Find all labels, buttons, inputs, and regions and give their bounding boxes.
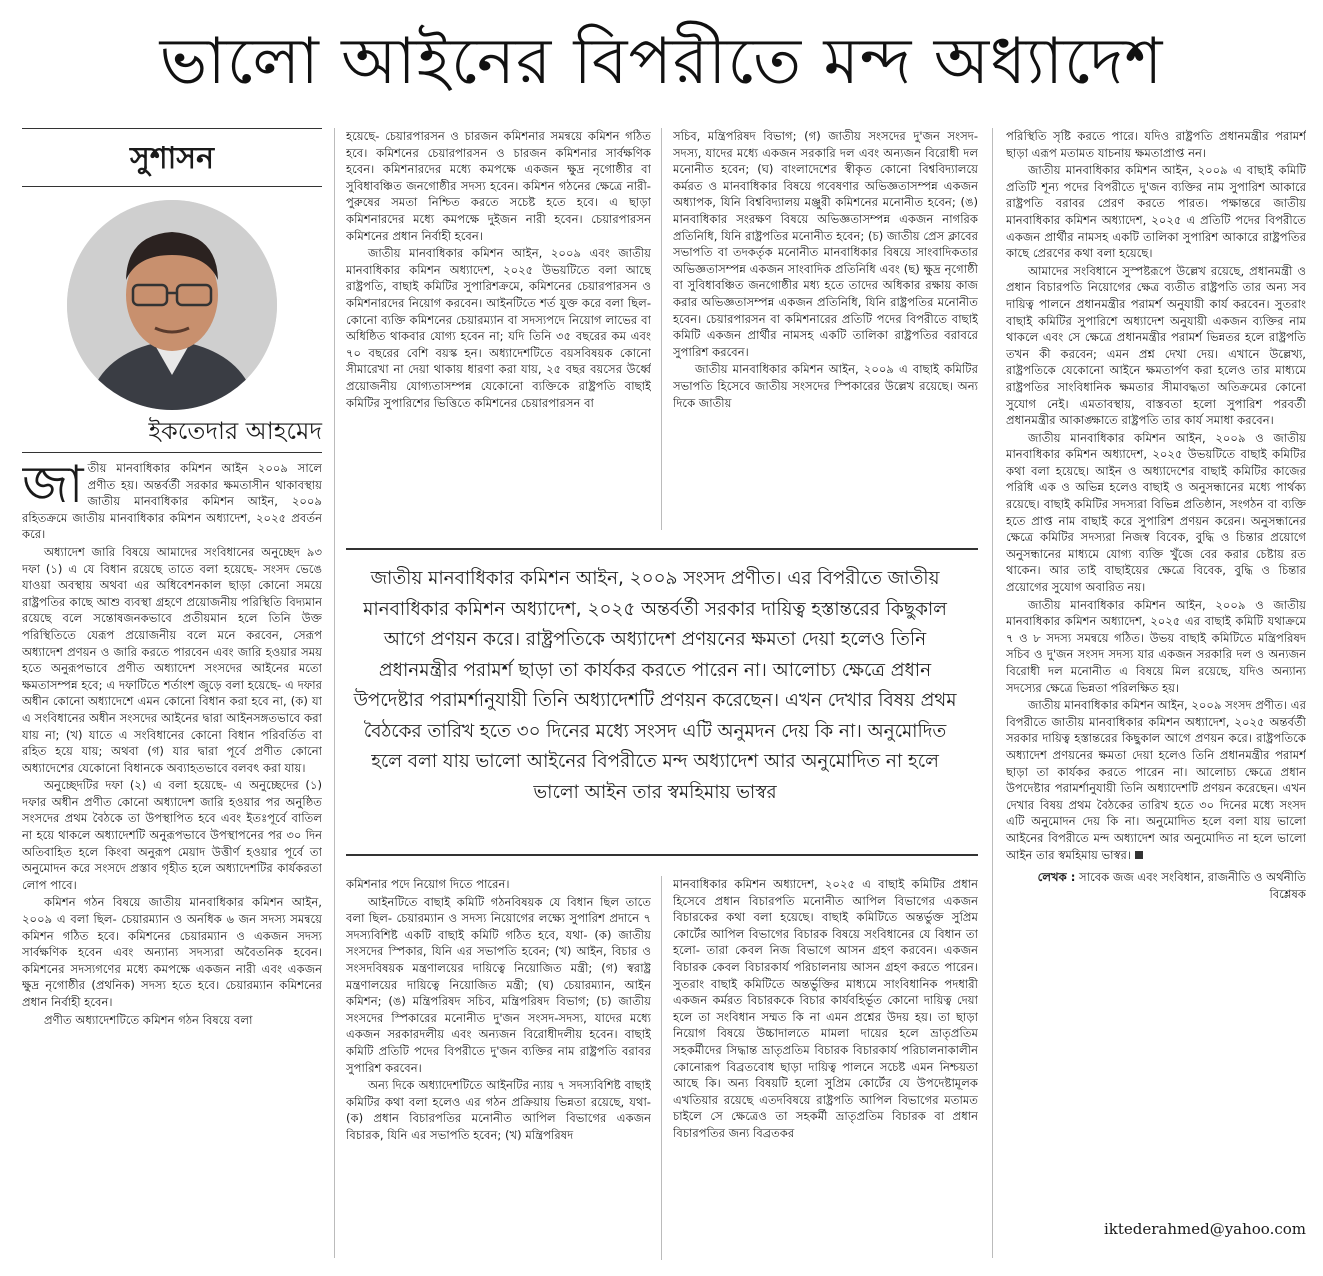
- paragraph: অন্য দিকে অধ্যাদেশটিতে আইনটির ন্যায় ৭ সদস্যবিশিষ্ট বাছাই কমিটির কথা বলা হলেও এর গঠন প্রক্রিয়ায় ভিন্নতা রয়েছে, যথা- (ক) প্রধান বিচারপতির মনোনীত আপিল বিভাগের একজন বিচারক, যিনি এর সভাপতি হবেন; (খ) মন্ত্রিপরিষদ: [346, 1078, 651, 1142]
- end-mark-icon: [1135, 851, 1143, 859]
- dropcap: জা: [22, 460, 84, 515]
- author-credit: [1006, 869, 1306, 902]
- pullquote-rule-top: [346, 548, 978, 550]
- paragraph: জাতীয় মানবাধিকার কমিশন আইন, ২০০৯ এ বাছাই কমিটির সভাপতি হিসেবে জাতীয় সংসদের স্পিকারের উল্লেখ রয়েছে। অন্য দিকে জাতীয়: [673, 362, 978, 410]
- column-divider: [334, 128, 335, 1258]
- paragraph: কমিশনার পদে নিয়োগ দিতে পারেন।: [346, 877, 510, 891]
- paragraph: জাতীয় মানবাধিকার কমিশন আইন, ২০০৯ ও জাতীয় মানবাধিকার কমিশন অধ্যাদেশ, ২০২৫ উভয়টিতে বাছাই কমিটির কথা বলা হয়েছে। আইন ও অধ্যাদেশের বাছাই কমিটির কাজের পরিধি এক ও অভিন্ন হলেও বাছাই ও অনুসন্ধানের মধ্যে পার্থক্য রয়েছে। বাছাই কমিটির সদস্যরা বিভিন্ন প্রতিষ্ঠান, সংগঠন বা ব্যক্তি হতে প্রাপ্ত নাম বাছাই করে সুপারিশ প্রণয়ন করেন। অনুসন্ধানের ক্ষেত্রে কমিটির সদস্যরা নিজস্ব বিবেক, বুদ্ধি ও চিন্তার প্রয়োগে অনুসন্ধানের মাধ্যমে যোগ্য ব্যক্তি খুঁজে বের করার চেষ্টায় রত থাকেন। আর তাই বাছাইয়ের ক্ষেত্রে বিবেক, বুদ্ধি ও চিন্তার প্রয়োগের সুযোগ অবারিত নয়।: [1006, 430, 1306, 595]
- paragraph: আইনটিতে বাছাই কমিটি গঠনবিষয়ক যে বিধান ছিল তাতে বলা ছিল- চেয়ারম্যান ও সদস্য নিয়োগের লক্ষ্যে সুপারিশ প্রদানে ৭ সদস্যবিশিষ্ট একটি বাছাই কমিটি গঠিত হবে, যথা- (ক) জাতীয় সংসদের স্পিকার, যিনি এর সভাপতি হবেন; (খ) আইন, বিচার ও সংসদবিষয়ক মন্ত্রণালয়ের দায়িত্বে নিয়োজিত মন্ত্রী; (গ) স্বরাষ্ট্র মন্ত্রণালয়ের দায়িত্বে নিয়োজিত মন্ত্রী; (ঘ) চেয়ারম্যান, আইন কমিশন; (ঙ) মন্ত্রিপরিষদ সচিব, মন্ত্রিপরিষদ বিভাগ; (চ) জাতীয় সংসদের স্পিকারের মনোনীত দু'জন সংসদ-সদস্য, যাদের মধ্যে একজন সরকারদলীয় এবং অন্যজন বিরোধীদলীয় হবেন। বাছাই কমিটি প্রতিটি পদের বিপরীতে দু'জন ব্যক্তির নাম রাষ্ট্রপতি বরাবর সুপারিশ করবেন।: [346, 894, 651, 1075]
- paragraph: জাতীয় মানবাধিকার কমিশন আইন ২০০৯ সালে প্রণীত হয়। অন্তর্বর্তী সরকার ক্ষমতাসীন থাকাবস্থায় জাতীয় মানবাধিকার কমিশন আইন, ২০০৯ রহিতক্রমে জাতীয় মানবাধিকার কমিশন অধ্যাদেশ, ২০২৫ প্রবর্তন করে।: [22, 460, 322, 542]
- author-name: ইকতেদার আহমেদ: [148, 417, 322, 445]
- paragraph: পরিস্থিতি সৃষ্টি করতে পারে। যদিও রাষ্ট্রপতি প্রধানমন্ত্রীর পরামর্শ ছাড়া এরূপ মতামত যাচনায় ক্ষমতাপ্রাপ্ত নন।: [1006, 129, 1306, 160]
- column-divider: [661, 876, 662, 1260]
- section-rule-bottom: [22, 186, 322, 187]
- pullquote-rule-bottom: [346, 854, 978, 856]
- paragraph: জাতীয় মানবাধিকার কমিশন আইন, ২০০৯ এবং জাতীয় মানবাধিকার কমিশন অধ্যাদেশ, ২০২৫ উভয়টিতে বলা আছে রাষ্ট্রপতি, বাছাই কমিটির সুপারিশক্রমে, কমিশনের চেয়ারপারসন ও কমিশনারদের নিয়োগ করবেন। আইনটিতে শর্ত যুক্ত করে বলা ছিল- কোনো ব্যক্তি কমিশনের চেয়ারম্যান বা সদস্যপদে নিয়োগ লাভের বা অধিষ্ঠিত থাকবার যোগ্য হবেন না; যদি তিনি ৩৫ বছরের কম এবং ৭০ বছরের বেশি বয়স্ক হন। অধ্যাদেশটিতে বয়সবিষয়ক কোনো সীমারেখা না দেয়া থাকায় ধারণা করা যায়, ২৫ বছর বয়সের উর্ধ্বে প্রয়োজনীয় যোগ্যতাসম্পন্ন যেকোনো ব্যক্তিকে রাষ্ট্রপতি বাছাই কমিটির সুপারিশের ভিত্তিতে কমিশনের চেয়ারপারসন বা: [346, 246, 651, 410]
- column-2-bottom: [346, 876, 651, 1260]
- author-credit-label: লেখক :: [1037, 870, 1076, 885]
- section-rule-top: [22, 128, 322, 129]
- paragraph: অনুচ্ছেদটির দফা (২) এ বলা হয়েছে- এ অনুচ্ছেদের (১) দফার অধীন প্রণীত কোনো অধ্যাদেশ জারি হওয়ার পর অনুষ্ঠিত সংসদের প্রথম বৈঠকে তা উপস্থাপিত হবে এবং ইতঃপূর্বে বাতিল না হয়ে থাকলে অধ্যাদেশটি অনুরূপভাবে উপস্থাপনের পর ৩০ দিন অতিবাহিত হলে কিংবা অনুরূপ মেয়াদ উত্তীর্ণ হওয়ার পূর্বে তা অনুমোদন করে সংসদে প্রস্তাব গৃহীত হলে অধ্যাদেশটির কার্যকরতা লোপ পাবে।: [22, 778, 322, 892]
- paragraph: প্রণীত অধ্যাদেশটিতে কমিশন গঠন বিষয়ে বলা: [44, 1012, 253, 1027]
- author-rule: [22, 452, 322, 453]
- paragraph: মানবাধিকার কমিশন অধ্যাদেশ, ২০২৫ এ বাছাই কমিটির প্রধান হিসেবে প্রধান বিচারপতি মনোনীত আপিল বিভাগের একজন বিচারকের কথা বলা হয়েছে। বাছাই কমিটিতে অন্তর্ভুক্ত সুপ্রিম কোর্টের আপিল বিভাগের বিচারক বিষয়ে সংবিধানের যে বিধান তা হলো- তারা কেবল নিজ বিভাগে আসন গ্রহণ করবেন। একজন বিচারক কেবল বিচারকার্য পরিচালনায় আসন গ্রহণ করতে পারেন। সুতরাং বাছাই কমিটিতে অন্তর্ভুক্তির মাধ্যমে সাংবিধানিক পদধারী একজন কর্মরত বিচারককে বিচার কার্যবহির্ভূত কোনো দায়িত্ব দেয়া হলে তা সংবিধান সম্মত কি না এমন প্রশ্নের উদয় হয়। তা ছাড়া নিয়োগ বিষয়ে উচ্চাদালতে মামলা দায়ের হলে ভ্রাতৃপ্রতিম সহকর্মীদের সিদ্ধান্ত ভ্রাতৃপ্রতিম বিচারক বিচারকার্য পরিচালনাকালীন কোনোরূপ বিব্রতবোধ ছাড়া দায়িত্ব পালনে সচেষ্ট এমন নিশ্চয়তা আছে কি। অন্য বিষয়টি হলো সুপ্রিম কোর্টের যে উপদেষ্টামূলক এখতিয়ার রয়েছে এতদবিষয়ে রাষ্ট্রপতি আপিল বিভাগের মতামত চাইলে সে ক্ষেত্রেও তা সহকর্মী ভ্রাতৃপ্রতিম বিচারক বা প্রধান বিচারপতির জন্য বিব্রতকর: [673, 877, 978, 1140]
- paragraph: হয়েছে- চেয়ারপারসন ও চারজন কমিশনার সমন্বয়ে কমিশন গঠিত হবে। কমিশনের চেয়ারপারসন ও চারজন কমিশনার সার্বক্ষণিক হবেন। কমিশনারদের মধ্যে কমপক্ষে একজন ক্ষুদ্র নৃগোষ্ঠীর বা সুবিধাবঞ্চিত জনগোষ্ঠীর সদস্য হবেন। কমিশন গঠনের ক্ষেত্রে নারী-পুরুষের সমতা নিশ্চিত করতে সচেষ্ট হতে হবে। এ ছাড়া কমিশনারদের মধ্যে কমপক্ষে দুইজন নারী হবেন। চেয়ারপারসন কমিশনের প্রধান নির্বাহী হবেন।: [346, 129, 651, 243]
- article-headline: ভালো আইনের বিপরীতে মন্দ অধ্যাদেশ: [159, 25, 1164, 99]
- column-4: [1006, 128, 1306, 1214]
- column-3-top: [673, 128, 978, 530]
- column-1: [22, 460, 322, 1260]
- paragraph: কমিশন গঠন বিষয়ে জাতীয় মানবাধিকার কমিশন আইন, ২০০৯ এ বলা ছিল- চেয়ারম্যান ও অনধিক ৬ জন সদস্য সমন্বয়ে কমিশন গঠিত হবে। কমিশনের চেয়ারম্যান ও একজন সদস্য সার্বক্ষণিক হবেন এবং অন্যান্য সদস্যরা অবৈতনিক হবেন। কমিশনের সদস্যগণের মধ্যে কমপক্ষে একজন নারী এবং একজন ক্ষুদ্র নৃগোষ্ঠীর (প্রথনিক) সদস্য হতে হবে। চেয়ারম্যান কমিশনের প্রধান নির্বাহী হবেন।: [22, 895, 322, 1009]
- paragraph: জাতীয় মানবাধিকার কমিশন আইন, ২০০৯ সংসদ প্রণীত। এর বিপরীতে জাতীয় মানবাধিকার কমিশন অধ্যাদেশ, ২০২৫ অন্তর্বর্তী সরকার দায়িত্ব হস্তান্তরের কিছুকাল আগে প্রণয়ন করে। রাষ্ট্রপতিকে অধ্যাদেশ প্রণয়নের ক্ষমতা দেয়া হলেও তিনি প্রধানমন্ত্রীর পরামর্শ ছাড়া তা কার্যকর করতে পারেন না। আলোচ্য ক্ষেত্রে প্রধান উপদেষ্টার পরামর্শানুযায়ী তিনি অধ্যাদেশটি প্রণয়ন করেছেন। এখন দেখার বিষয় প্রথম বৈঠকের তারিখ হতে ৩০ দিনের মধ্যে সংসদ এটি অনুমোদন দেয় কি না। অনুমোদিত হলে বলা যায় ভালো আইনের বিপরীতে মন্দ অধ্যাদেশ আর অনুমোদিত না হলে ভালো আইন তার স্বমহিমায় ভাস্বর।: [1006, 698, 1306, 862]
- paragraph: আমাদের সংবিধানে সুস্পষ্টরূপে উল্লেখ রয়েছে, প্রধানমন্ত্রী ও প্রধান বিচারপতি নিয়োগের ক্ষেত্র ব্যতীত রাষ্ট্রপতি তার অন্য সব দায়িত্ব পালনে প্রধানমন্ত্রীর পরামর্শ অনুযায়ী কার্য করবেন। সুতরাং বাছাই কমিটির সুপারিশে অধ্যাদেশ অনুযায়ী একজন ব্যক্তির নাম থাকলে এবং সে ক্ষেত্রে প্রধানমন্ত্রীর পরামর্শ ভিন্নতর হলে রাষ্ট্রপতি তখন কী করবেন; এমন প্রশ্ন দেখা দেয়। এখানে উল্লেখ্য, রাষ্ট্রপতিকে যেকোনো আইনে ক্ষমতার্পণ করা হলেও তার মাধ্যমে রাষ্ট্রপতির সাংবিধানিক ক্ষমতার সীমাবদ্ধতা অতিক্রমের কোনো সুযোগ নেই। এমতাবস্থায়, বাস্তবতা হলো সুপারিশ পরবর্তী প্রধানমন্ত্রীর আকাঙ্ক্ষাতে রাষ্ট্রপতি তার কার্য সমাধা করবেন।: [1006, 263, 1306, 428]
- author-credit-text: সাবেক জজ এবং সংবিধান, রাজনীতি ও অর্থনীতি বিশ্লেষক: [1079, 870, 1306, 901]
- author-email[interactable]: iktederahmed@yahoo.com: [1103, 1220, 1306, 1238]
- author-portrait-illustration: [67, 200, 277, 410]
- paragraph: জাতীয় মানবাধিকার কমিশন আইন, ২০০৯ ও জাতীয় মানবাধিকার কমিশন অধ্যাদেশ, ২০২৫ এর বাছাই কমিটি যথাক্রমে ৭ ও ৮ সদস্য সমন্বয়ে গঠিত। উভয় বাছাই কমিটিতে মন্ত্রিপরিষদ সচিব ও দু'জন সংসদ সদস্য যার একজন সরকারি দল ও অন্যজন বিরোধী দল মনোনীত এ বিষয়ে মিল রয়েছে, যদিও অন্যান্য সদস্যের ক্ষেত্রে ভিন্নতা পরিলক্ষিত হয়।: [1006, 597, 1306, 695]
- pull-quote: জাতীয় মানবাধিকার কমিশন আইন, ২০০৯ সংসদ প্রণীত। এর বিপরীতে জাতীয় মানবাধিকার কমিশন অধ্যাদেশ, ২০২৫ অন্তর্বর্তী সরকার দায়িত্ব হস্তান্তরের কিছুকাল আগে প্রণয়ন করে। রাষ্ট্রপতিকে অধ্যাদেশ প্রণয়নের ক্ষমতা দেয়া হলেও তিনি প্রধানমন্ত্রীর পরামর্শ ছাড়া তা কার্যকর করতে পারেন না। আলোচ্য ক্ষেত্রে প্রধান উপদেষ্টার পরামর্শানুযায়ী তিনি অধ্যাদেশটি প্রণয়ন করেছেন। এখন দেখার বিষয় প্রথম বৈঠকের তারিখ হতে ৩০ দিনের মধ্যে সংসদ এটি অনুমদন দেয় কি না। অনুমোদিত হলে বলা যায় ভালো আইনের বিপরীতে মন্দ অধ্যাদেশ আর অনুমোদিত না হলে ভালো আইন তার স্বমহিমায় ভাস্বর: [353, 568, 957, 803]
- author-portrait: [67, 200, 277, 410]
- paragraph: সচিব, মন্ত্রিপরিষদ বিভাগ; (গ) জাতীয় সংসদের দু'জন সংসদ-সদস্য, যাদের মধ্যে একজন সরকারি দল এবং অন্যজন বিরোধী দল মনোনীত হবেন; (ঘ) বাংলাদেশের স্বীকৃত কোনো বিশ্ববিদ্যালয়ে কর্মরত ও মানবাধিকার বিষয়ে গবেষণার অভিজ্ঞতাসম্পন্ন একজন অধ্যাপক, যিনি বিশ্ববিদ্যালয় মঞ্জুরী কমিশনের মনোনীত হবেন; (ঙ) মানবাধিকার সংরক্ষণ বিষয়ে অভিজ্ঞতাসম্পন্ন একজন নাগরিক প্রতিনিধি, যিনি রাষ্ট্রপতির মনোনীত হবেন; (চ) জাতীয় প্রেস ক্লাবের সভাপতি বা তদকর্তৃক মনোনীত মানবাধিকার বিষয়ে সাংবাদিকতার অভিজ্ঞতাসম্পন্ন একজন সাংবাদিক প্রতিনিধি এবং (ছ) ক্ষুদ্র নৃগোষ্ঠী বা সুবিধাবঞ্চিত জনগোষ্ঠীর মধ্য হতে তাদের অধিকার রক্ষায় কাজ করার অভিজ্ঞতাসম্পন্ন একজন প্রতিনিধি, যিনি রাষ্ট্রপতির মনোনীত হবেন। চেয়ারপারসন বা কমিশনারের প্রতিটি পদের বিপরীতে বাছাই কমিটি একজন প্রার্থীর নামসহ একটি তালিকা রাষ্ট্রপতির বরাবরে সুপারিশ করবেন।: [673, 129, 978, 359]
- column-divider: [661, 128, 662, 530]
- paragraph: জাতীয় মানবাধিকার কমিশন আইন, ২০০৯ এ বাছাই কমিটি প্রতিটি শূন্য পদের বিপরীতে দু'জন ব্যক্তির নাম সুপারিশ আকারে রাষ্ট্রপতি বরাবর প্রেরণ করতে পারত। পক্ষান্তরে জাতীয় মানবাধিকার কমিশন অধ্যাদেশ, ২০২৫ এ প্রতিটি পদের বিপরীতে একজন প্রার্থীর নামসহ একটি তালিকা সুপারিশ আকারে রাষ্ট্রপতির কাছে প্রেরণের কথা বলা হয়েছে।: [1006, 163, 1306, 261]
- section-label: সুশাসন: [130, 141, 214, 176]
- paragraph: অধ্যাদেশ জারি বিষয়ে আমাদের সংবিধানের অনুচ্ছেদ ৯৩ দফা (১) এ যে বিধান রয়েছে তাতে বলা হয়েছে- সংসদ ভেঙে যাওয়া অবস্থায় অথবা এর অধিবেশনকাল ছাড়া কোনো সময়ে রাষ্ট্রপতির কাছে আশু ব্যবস্থা গ্রহণে প্রয়োজনীয় পরিস্থিতি বিদ্যমান রয়েছে বলে সন্তোষজনকভাবে প্রতীয়মান হলে তিনি উক্ত পরিস্থিতিতে যেরূপ প্রয়োজনীয় বলে মনে করবেন, সেরূপ অধ্যাদেশ প্রণয়ন ও জারি করতে পারবেন এবং জারি হওয়ার সময় হতে অনুরূপভাবে প্রণীত অধ্যাদেশ সংসদের আইনের মতো ক্ষমতাসম্পন্ন হবে; এ দফাটিতে শর্তাংশ জুড়ে বলা হয়েছে- এ দফার অধীন কোনো অধ্যাদেশে এমন কোনো বিধান করা হবে না, (ক) যা এ সংবিধানের অধীন সংসদের আইনের দ্বারা আইনসঙ্গতভাবে করা যায় না; (খ) যাতে এ সংবিধানের কোনো বিধান পরিবর্তিত বা রহিত হয়ে যায়; অথবা (গ) যার দ্বারা পূর্বে প্রণীত কোনো অধ্যাদেশের যেকোনো বিধানকে অব্যাহতভাবে বলবৎ করা যায়।: [22, 544, 322, 775]
- column-divider: [992, 128, 993, 1258]
- column-2-top: [346, 128, 651, 530]
- column-3-bottom: [673, 876, 978, 1260]
